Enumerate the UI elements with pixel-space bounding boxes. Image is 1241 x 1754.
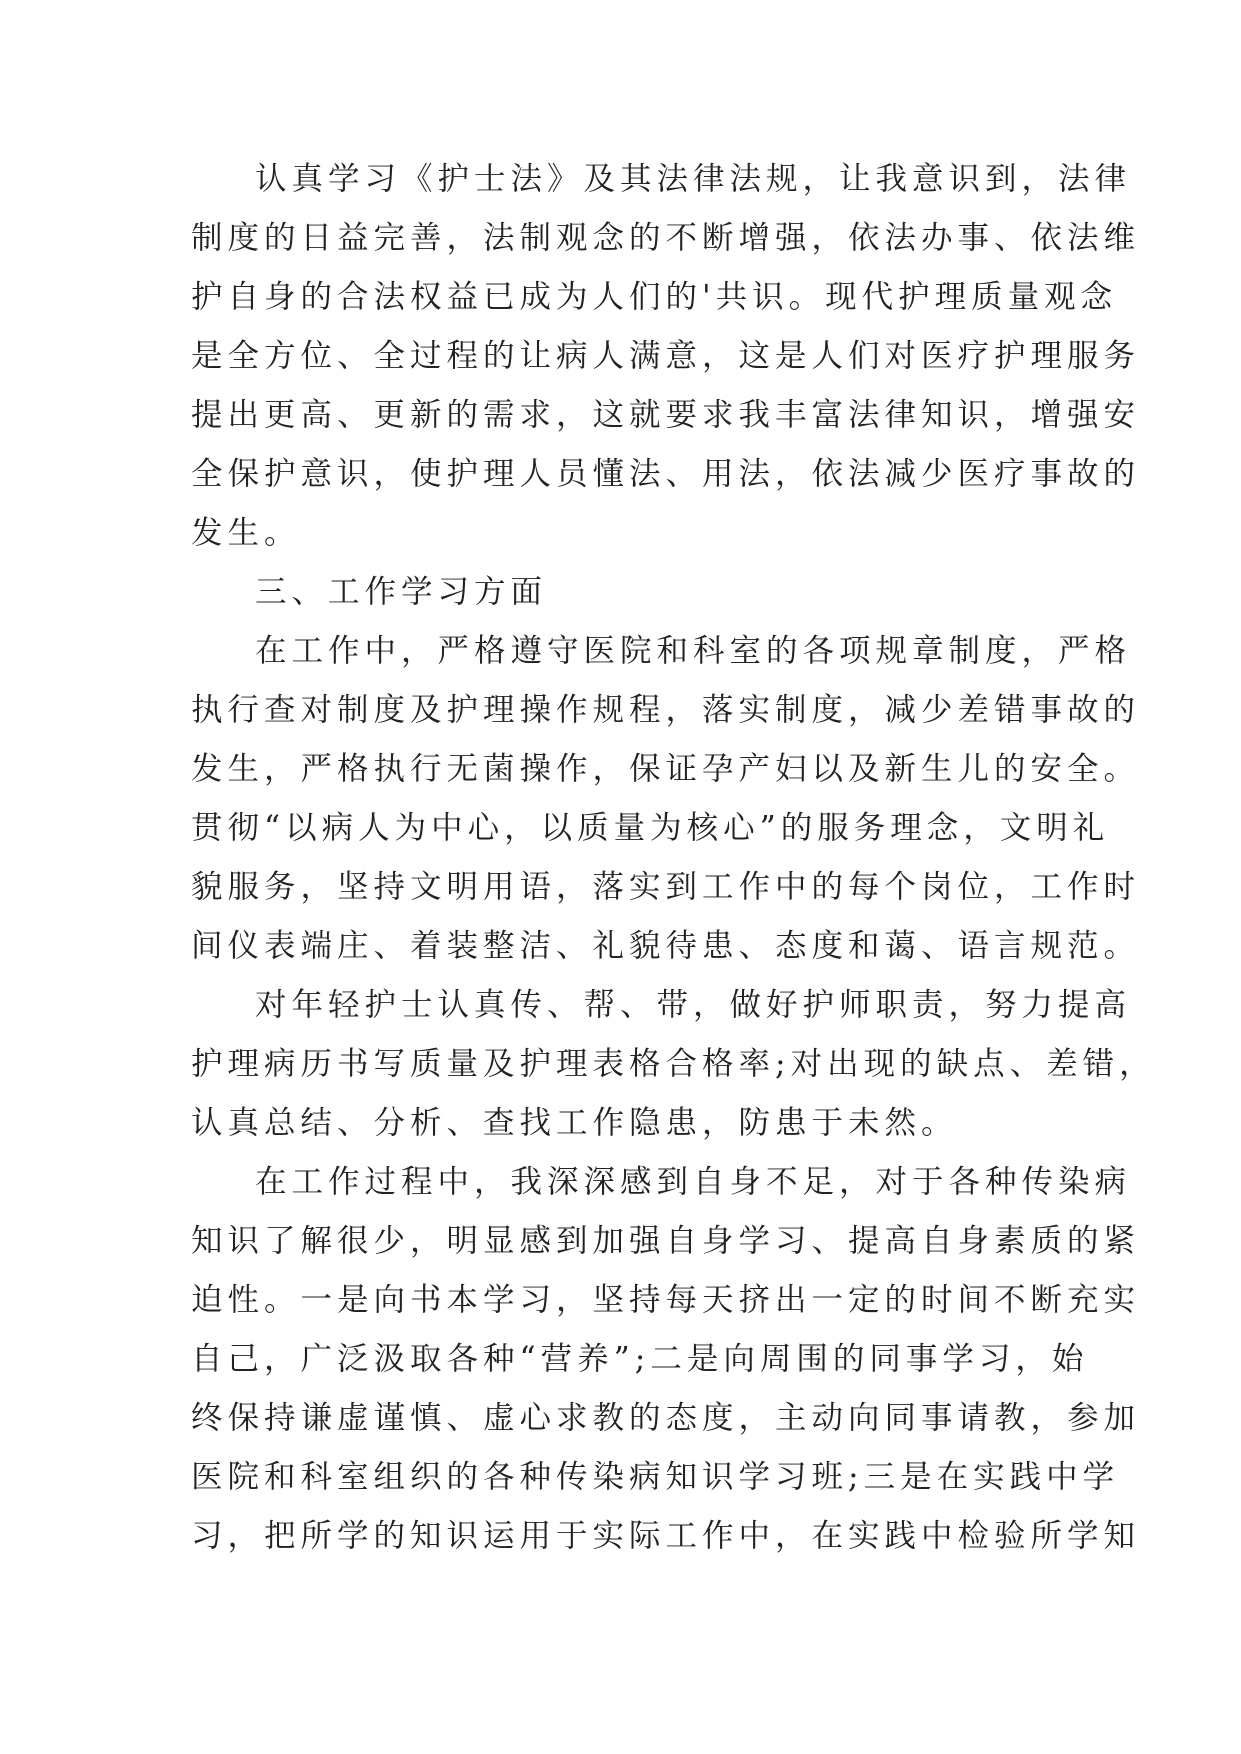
text-line: 护理病历书写质量及护理表格合格率;对出现的缺点、差错， — [191, 1046, 1156, 1082]
text-line: 貌服务，坚持文明用语，落实到工作中的每个岗位，工作时 — [191, 869, 1141, 905]
text-line: 对年轻护士认真传、帮、带，做好护师职责，努力提高 — [255, 987, 1132, 1023]
text-line: 认真学习《护士法》及其法律法规，让我意识到，法律 — [255, 161, 1132, 197]
text-line: 自己，广泛汲取各种“营养”;二是向周围的同事学习，始 — [191, 1341, 1089, 1377]
text-line: 在工作过程中，我深深感到自身不足，对于各种传染病 — [255, 1164, 1132, 1200]
text-line: 间仪表端庄、着装整洁、礼貌待患、态度和蔼、语言规范。 — [191, 928, 1141, 964]
text-line: 发生，严格执行无菌操作，保证孕产妇以及新生儿的安全。 — [191, 751, 1141, 787]
text-line: 习，把所学的知识运用于实际工作中，在实践中检验所学知 — [191, 1518, 1141, 1554]
text-line: 全保护意识，使护理人员懂法、用法，依法减少医疗事故的 — [191, 456, 1141, 492]
section-heading: 三、工作学习方面 — [255, 574, 548, 610]
text-line: 终保持谦虚谨慎、虚心求教的态度，主动向同事请教，参加 — [191, 1400, 1141, 1436]
text-line: 护自身的合法权益已成为人们的'共识。现代护理质量观念 — [191, 279, 1118, 315]
text-line: 执行查对制度及护理操作规程，落实制度，减少差错事故的 — [191, 692, 1141, 728]
text-line: 在工作中，严格遵守医院和科室的各项规章制度，严格 — [255, 633, 1132, 669]
text-line: 认真总结、分析、查找工作隐患，防患于未然。 — [191, 1105, 958, 1141]
text-line: 发生。 — [191, 515, 301, 551]
text-line: 贯彻“以病人为中心，以质量为核心”的服务理念，文明礼 — [191, 810, 1110, 846]
text-line: 知识了解很少，明显感到加强自身学习、提高自身素质的紧 — [191, 1223, 1141, 1259]
text-line: 制度的日益完善，法制观念的不断增强，依法办事、依法维 — [191, 220, 1141, 256]
text-line: 迫性。一是向书本学习，坚持每天挤出一定的时间不断充实 — [191, 1282, 1141, 1318]
text-line: 是全方位、全过程的让病人满意，这是人们对医疗护理服务 — [191, 338, 1141, 374]
text-line: 医院和科室组织的各种传染病知识学习班;三是在实践中学 — [191, 1459, 1120, 1495]
text-line: 提出更高、更新的需求，这就要求我丰富法律知识，增强安 — [191, 397, 1141, 433]
document-body — [191, 150, 1156, 1566]
